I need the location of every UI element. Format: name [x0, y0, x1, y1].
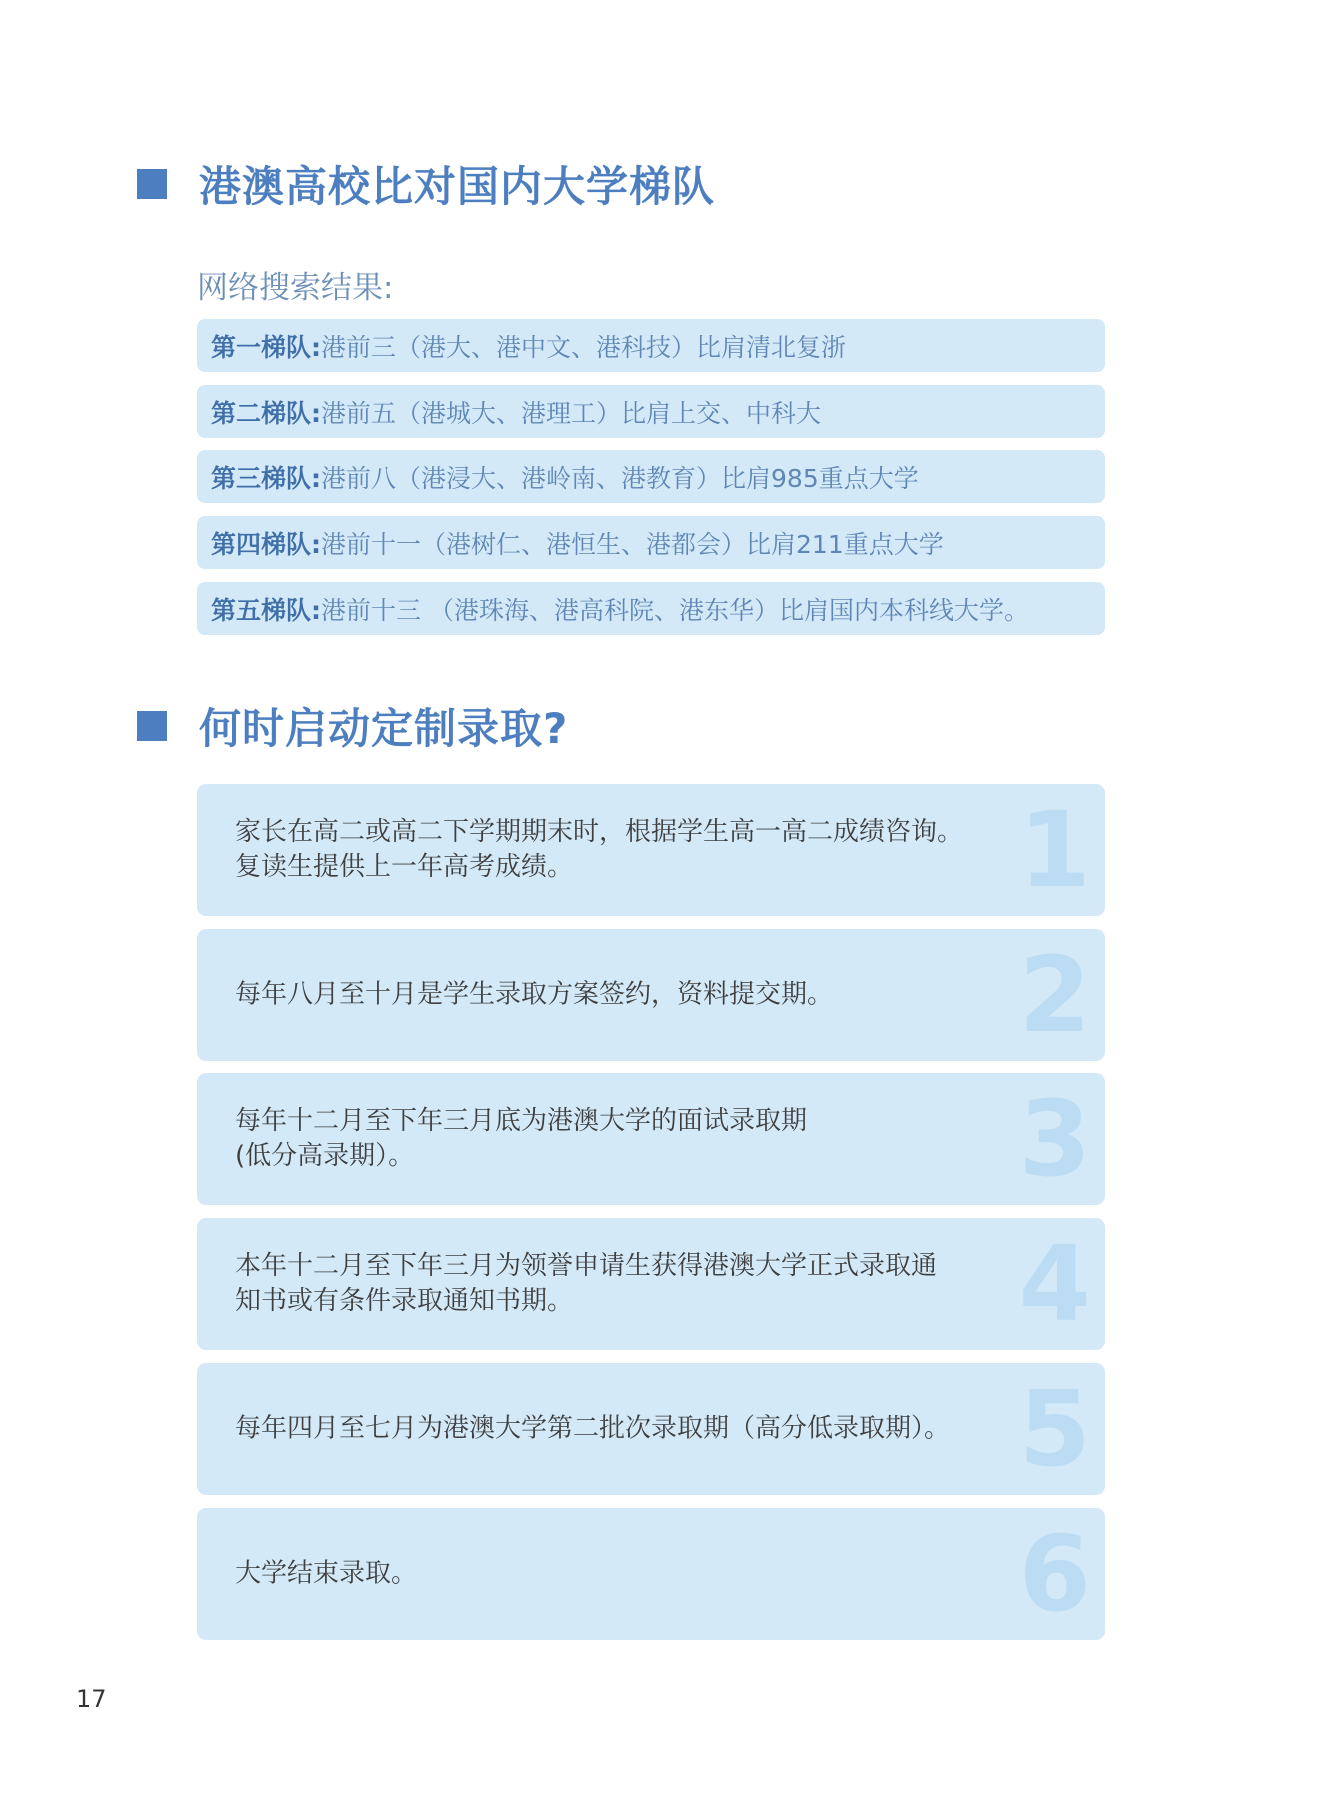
- section-title-tiers: 港澳高校比对国内大学梯队: [199, 162, 716, 211]
- section-title-timeline: 何时启动定制录取?: [199, 704, 569, 753]
- section-heading-tiers: [137, 154, 715, 214]
- card-line: 复读生提供上一年高考成绩。: [235, 852, 574, 882]
- timeline-card-6: [197, 1508, 1105, 1640]
- step-number: 6: [1018, 1513, 1091, 1635]
- card-line: 知书或有条件录取通知书期。: [235, 1286, 574, 1316]
- tier-text: 港前十一（港树仁、港恒生、港都会）比肩211重点大学: [321, 529, 944, 559]
- tier-row-5: [197, 582, 1105, 635]
- tier-text: 港前三（港大、港中文、港科技）比肩清北复浙: [321, 332, 847, 362]
- search-results-label: 网络搜索结果:: [197, 270, 394, 306]
- step-number: 1: [1018, 789, 1091, 911]
- card-text: [235, 1104, 1027, 1174]
- timeline-card-2: [197, 929, 1105, 1061]
- card-text: [235, 1412, 1027, 1447]
- tier-text: 港前五（港城大、港理工）比肩上交、中科大: [321, 398, 822, 428]
- card-line: 大学结束录取。: [235, 1558, 418, 1589]
- tier-label: 第三梯队:: [211, 463, 321, 493]
- timeline-card-3: [197, 1073, 1105, 1205]
- tier-text: 港前十三 （港珠海、港高科院、港东华）比肩国内本科线大学。: [321, 595, 1029, 625]
- tier-label: 第五梯队:: [211, 595, 321, 625]
- step-number: 2: [1018, 934, 1091, 1056]
- tier-row-4: [197, 516, 1105, 569]
- step-number: 5: [1018, 1368, 1091, 1490]
- card-text: [235, 815, 1027, 885]
- tier-label: 第二梯队:: [211, 398, 321, 428]
- tier-text: 港前八（港浸大、港岭南、港教育）比肩985重点大学: [321, 463, 919, 493]
- page-number: 17: [76, 1685, 107, 1713]
- timeline-card-1: [197, 784, 1105, 916]
- card-line: 家长在高二或高二下学期期末时，根据学生高一高二成绩咨询。: [235, 817, 964, 847]
- timeline-card-4: [197, 1218, 1105, 1350]
- tier-label: 第一梯队:: [211, 332, 321, 362]
- card-text: [235, 1557, 1027, 1592]
- heading-square-icon: [137, 711, 167, 741]
- timeline-card-5: [197, 1363, 1105, 1495]
- tier-row-1: [197, 319, 1105, 372]
- section-heading-timeline: [137, 696, 568, 756]
- step-number: 4: [1018, 1223, 1091, 1345]
- card-line: 每年四月至七月为港澳大学第二批次录取期（高分低录取期）。: [235, 1413, 951, 1444]
- heading-square-icon: [137, 169, 167, 199]
- card-line: 本年十二月至下年三月为领誉申请生获得港澳大学正式录取通: [235, 1251, 938, 1281]
- tier-row-2: [197, 385, 1105, 438]
- card-text: [235, 978, 1027, 1013]
- card-line: (低分高录期）。: [235, 1141, 415, 1171]
- card-line: 每年十二月至下年三月底为港澳大学的面试录取期: [235, 1106, 808, 1136]
- card-text: [235, 1249, 1027, 1319]
- step-number: 3: [1018, 1078, 1091, 1200]
- tier-label: 第四梯队:: [211, 529, 321, 559]
- tier-row-3: [197, 450, 1105, 503]
- card-line: 每年八月至十月是学生录取方案签约，资料提交期。: [235, 979, 834, 1010]
